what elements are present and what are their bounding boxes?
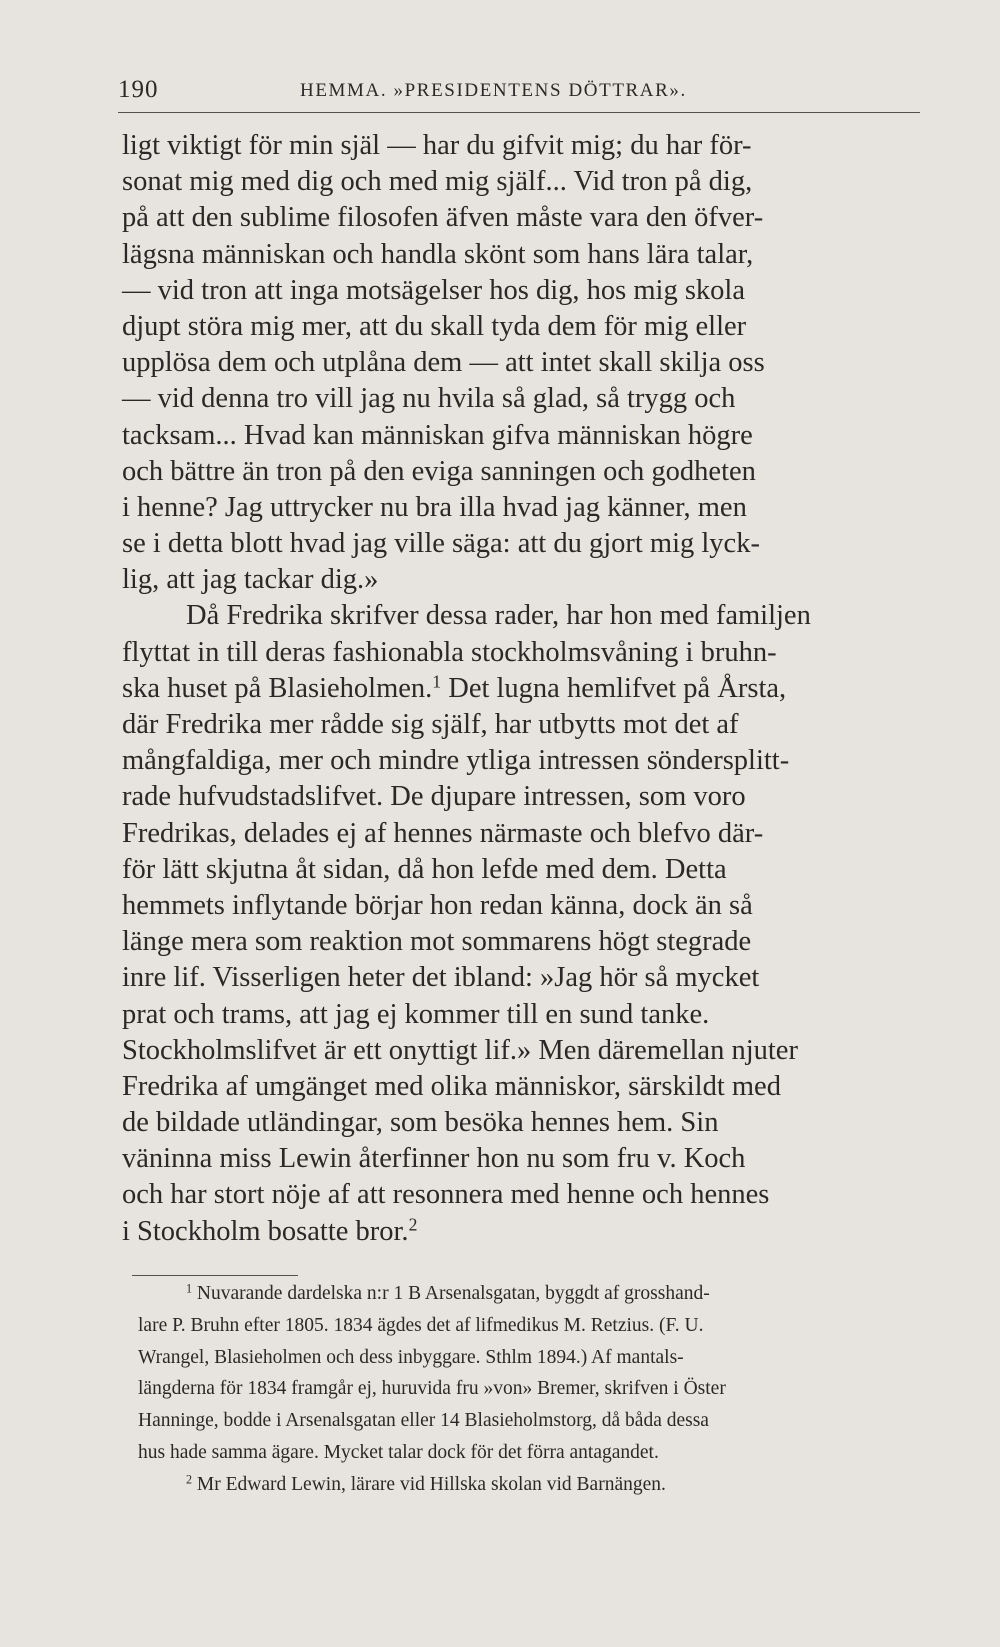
footnote-line: lare P. Bruhn efter 1805. 1834 ägdes det af lifmedikus M. Retzius. (F. U. [138,1314,704,1336]
text-line: ligt viktigt för min själ — har du gifvit mig; du har för- [122,130,752,161]
text-line: inre lif. Visserligen heter det ibland: »Jag hör så mycket [122,962,760,994]
body-text [122,128,942,1250]
text-line-with-note-1 [122,671,942,707]
text-line: tacksam... Hvad kan människan gifva människan högre [122,419,753,451]
text-line: Fredrikas, delades ej af hennes närmaste och blefvo där- [122,817,764,849]
text-line: flyttat in till deras fashionabla stockholmsvåning i bruhn- [122,636,777,668]
footnote-number-1: 1 [186,1281,193,1296]
text-segment: i Stockholm bosatte bror. [122,1215,409,1247]
page-number: 190 [118,76,159,103]
text-line-with-note-2 [122,1214,942,1250]
text-line: mångfaldiga, mer och mindre ytliga intressen söndersplitt- [122,745,790,777]
footnote-line: Wrangel, Blasieholmen och dess inbyggare. Sthlm 1894.) Af mantals- [138,1346,684,1368]
footnote-marker-2: 2 [408,1213,418,1234]
footnote-text: Mr Edward Lewin, lärare vid Hillska skolan vid Barnängen. [196,1473,666,1495]
running-head: HEMMA. »PRESIDENTENS DÖTTRAR». [300,80,687,101]
header-rule [118,112,920,113]
footnote-marker-1: 1 [432,671,442,692]
text-segment: Det lugna hemlifvet på Årsta, [441,672,787,704]
text-line: djupt störa mig mer, att du skall tyda dem för mig eller [122,310,747,342]
footnotes [138,1278,938,1501]
text-line: lig, att jag tackar dig.» [122,564,379,596]
footnote-text: Nuvarande dardelska n:r 1 B Arsenalsgatan, byggdt af grosshand- [196,1283,710,1304]
text-line: i henne? Jag uttrycker nu bra illa hvad jag känner, men [122,491,747,523]
footnote-rule [132,1275,298,1276]
footnote-number-2: 2 [186,1472,193,1487]
footnote-1-line [138,1278,938,1310]
footnote-line: längderna för 1834 framgår ej, huruvida fru »von» Bremer, skrifven i Öster [138,1378,726,1400]
text-line: på att den sublime filosofen äfven måste vara den öfver- [122,202,764,234]
footnote-line: hus hade samma ägare. Mycket talar dock för det förra antagandet. [138,1441,659,1463]
text-line: — vid denna tro vill jag nu hvila så glad, så trygg och [122,383,736,415]
text-line: för lätt skjutna åt sidan, då hon lefde med dem. Detta [122,853,727,885]
text-line: hemmets inflytande börjar hon redan känna, dock än så [122,889,753,921]
text-line: de bildade utländingar, som besöka hennes hem. Sin [122,1107,719,1139]
page-header [118,74,920,114]
text-line: Då Fredrika skrifver dessa rader, har hon med familjen [186,600,811,632]
text-line: och har stort nöje af att resonnera med henne och hennes [122,1179,770,1211]
text-line: — vid tron att inga motsägelser hos dig, hos mig skola [122,274,745,306]
text-line: länge mera som reaktion mot sommarens högt stegrade [122,926,752,958]
text-line: prat och trams, att jag ej kommer till en sund tanke. [122,998,710,1030]
text-line: väninna miss Lewin återfinner hon nu som fru v. Koch [122,1143,746,1175]
text-line: se i detta blott hvad jag ville säga: att du gjort mig lyck- [122,528,760,560]
text-line: upplösa dem och utplåna dem — att intet skall skilja oss [122,347,765,379]
footnote-line: Hanninge, bodde i Arsenalsgatan eller 14 Blasieholmstorg, då båda dessa [138,1410,709,1432]
text-segment: ska huset på Blasieholmen. [122,672,433,704]
text-line: rade hufvudstadslifvet. De djupare intressen, som voro [122,781,746,813]
text-line: där Fredrika mer rådde sig själf, har utbytts mot det af [122,709,739,740]
text-line: lägsna människan och handla skönt som hans lära talar, [122,238,754,270]
text-line: Fredrika af umgänget med olika människor, särskildt med [122,1070,781,1102]
text-line: och bättre än tron på den eviga sanningen och godheten [122,455,756,487]
text-line: Stockholmslifvet är ett onyttigt lif.» Men däremellan njuter [122,1034,798,1066]
footnote-2-line [138,1469,938,1501]
text-line: sonat mig med dig och med mig själf... Vid tron på dig, [122,166,753,198]
